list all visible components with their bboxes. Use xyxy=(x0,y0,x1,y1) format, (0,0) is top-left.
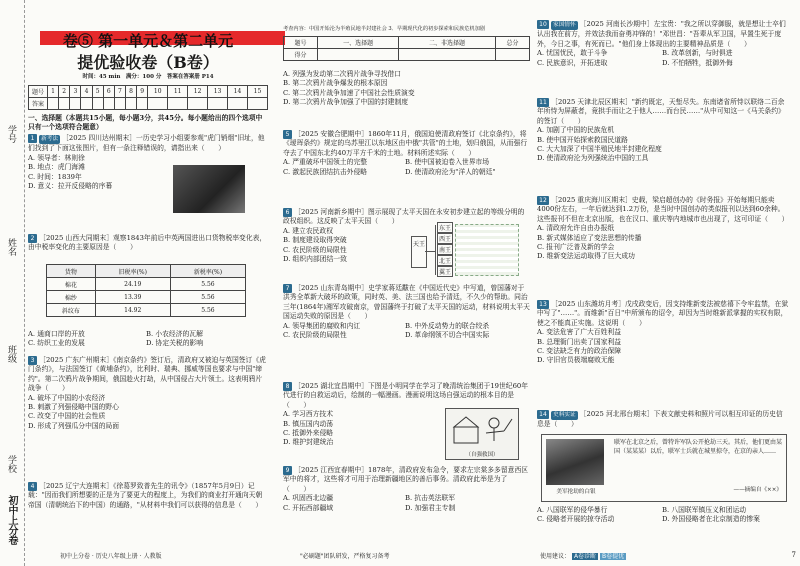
q14-option-c[interactable]: C. 侵略者开展的掠夺活动 xyxy=(537,515,615,524)
q14-photo xyxy=(546,439,604,485)
q8-cartoon-caption: （自强救国） xyxy=(465,452,499,458)
q11-option-a[interactable]: A. 加剧了中国的民族危机 xyxy=(537,126,615,135)
binding-label-xuehao: 学号 xyxy=(6,125,16,143)
q10-option-b[interactable]: B. 改革创新，与时俱进 xyxy=(662,49,733,58)
q4-number: 4 xyxy=(28,482,37,491)
q6-option-d[interactable]: D. 组织内部团结一致 xyxy=(283,255,347,264)
answer-cell[interactable] xyxy=(137,98,148,110)
question-11 xyxy=(537,98,789,164)
q10-option-c[interactable]: C. 民族意识，开拓进取 xyxy=(537,58,608,67)
score-table: 题号 一、选择题 二、非选择题 总分 得分 xyxy=(283,36,530,61)
q3-option-b[interactable]: B. 刺激了列强侵略中国的野心 xyxy=(28,403,119,412)
scope-line: 考查内容：中国开始沦为半殖民地半封建社会 3．早期现代化的初步探索和民族危机加剧 xyxy=(283,26,486,32)
q8-cartoon xyxy=(445,408,519,460)
q10-option-d[interactable]: D. 不怕牺牲，抵御外侮 xyxy=(662,58,733,67)
q11-option-c[interactable]: C. 大大加深了中国半殖民地半封建化程度 xyxy=(537,145,662,154)
q5-option-a[interactable]: A. 严重破坏中国领土的完整 xyxy=(283,158,367,167)
q9-text: ［2025 江西宜春期中］1878年，清政府发布急令，要求左宗棠多多留意西区军中的将才，这些将才可用于治理新疆地区的善后事务。清政府此举是为了（ ） xyxy=(283,466,529,493)
footer-usage xyxy=(540,551,626,560)
q13-number: 13 xyxy=(537,300,549,309)
question-10 xyxy=(537,20,789,68)
q7-option-a[interactable]: A. 领导集团的腐败和内讧 xyxy=(283,321,361,330)
q6-option-c[interactable]: C. 农民阶级的局限性 xyxy=(283,245,347,254)
answer-cell[interactable] xyxy=(48,98,59,110)
q3-option-a[interactable]: A. 破坏了中国的小农经济 xyxy=(28,393,106,402)
score-cell[interactable] xyxy=(495,49,529,61)
q8-option-d[interactable]: D. 维护封建统治 xyxy=(283,438,334,447)
q13-option-c[interactable]: C. 变法缺乏有力的政治保障 xyxy=(537,347,622,356)
q14-option-b[interactable]: B. 八国联军镇压义和团运动 xyxy=(662,506,747,514)
question-9 xyxy=(283,466,530,513)
binding-label-xingming: 姓名 xyxy=(6,238,16,256)
answer-cell[interactable] xyxy=(125,98,136,110)
middle-column xyxy=(283,0,530,566)
q14-photo-caption: 美军抢劫的白银 xyxy=(556,489,596,495)
q13-text: ［2025 山东潍坊月考］戊戌政变后，因支持维新变法被慈禧下令牢监禁，在狱中写了"……"。而维新"百日"中所颁布的诏令，却因为当时维新派掌握的实权有限，使之不能真正实施。这说明（ ） xyxy=(537,300,789,327)
answer-cell[interactable] xyxy=(247,98,267,110)
binding-label-banji: 班级 xyxy=(6,345,16,363)
q14-excerpt-source: ——摘编自《××》 xyxy=(733,487,782,493)
exam-meta: 时间：45 min 满分：100 分 答案在答案册 P14 xyxy=(82,74,214,80)
question-13 xyxy=(537,300,789,366)
answer-cell[interactable] xyxy=(59,98,70,110)
question-7 xyxy=(283,284,530,340)
q1-option-b[interactable]: B. 地点：虎门海滩 xyxy=(28,163,85,172)
q3-number: 3 xyxy=(28,356,37,365)
score-cell[interactable] xyxy=(318,49,399,61)
score-cell[interactable] xyxy=(399,49,496,61)
q8-option-a[interactable]: A. 学习西方技术 xyxy=(283,410,334,419)
q7-text: ［2025 山东青岛期中］史学家蒋廷黻在《中国近代史》中写道，曾国藩对于洪秀全革新大破坏的政策，同时英、美、法三国也给予清廷，不久少的帮助。同治三年(1864年)湘军攻破南京，曾国藩终于打破了太平天国的运动，材料说明太平天国运动失败的原因是（ ） xyxy=(283,284,530,321)
q7-option-b[interactable]: B. 中外反动势力的联合绞杀 xyxy=(405,321,490,330)
page-number: 7 xyxy=(791,551,796,559)
q2-options xyxy=(28,330,268,349)
org-chart-node: 北王 xyxy=(437,255,453,266)
q1-option-d[interactable]: D. 意义：拉开反侵略的序幕 xyxy=(28,182,113,191)
q1-option-c[interactable]: C. 时间：1839年 xyxy=(28,172,82,181)
q10-tag: 家国情怀 xyxy=(551,21,577,30)
q12-option-d[interactable]: D. 维新变法运动取得了巨大成功 xyxy=(537,252,635,261)
footer-step-2: B卷提优 xyxy=(601,553,625,560)
org-chart-root: 天王 xyxy=(411,236,427,268)
q2-number: 2 xyxy=(28,234,37,243)
binding-label-xuexiao: 学校 xyxy=(6,455,16,473)
org-chart-subordinates xyxy=(455,224,519,276)
org-chart-trunk xyxy=(435,225,436,275)
answer-cell[interactable] xyxy=(114,98,125,110)
q5-number: 5 xyxy=(283,130,292,139)
q6-org-chart xyxy=(411,222,521,278)
q3-option-d[interactable]: D. 形成了列强瓜分中国的局面 xyxy=(28,421,120,430)
q8-option-b[interactable]: B. 镇压国内动荡 xyxy=(283,419,334,428)
q6-option-b[interactable]: B. 制度建设取得突破 xyxy=(283,236,347,245)
q5-option-b[interactable]: B. 使中国被迫卷入世界市场 xyxy=(405,158,490,167)
q2-option-b[interactable]: B. 小农经济的瓦解 xyxy=(146,330,203,338)
q10-number: 10 xyxy=(537,20,549,29)
question-3 xyxy=(28,356,268,431)
question-2 xyxy=(28,234,268,253)
section1-heading: 一、选择题（本题共15小题，每小题3分，共45分。每小题给出的四个选项中只有一个选项符合题意） xyxy=(28,114,263,132)
q14-text: ［2025 河北邢台期末］下表文献史料和照片可以相互印证的历史信息是（ ） xyxy=(537,410,783,429)
answer-cell[interactable] xyxy=(103,98,114,110)
answer-table: 题号 1 2 3 4 5 6 7 8 9 10 11 12 13 14 15 答案 xyxy=(28,85,268,110)
q1-tag: 新考法 xyxy=(39,135,60,144)
q7-number: 7 xyxy=(283,284,292,293)
q1-number: 1 xyxy=(28,134,37,143)
q5-option-c[interactable]: C. 激起民族团结抗击外侵略 xyxy=(283,167,368,176)
answer-row-label: 答案 xyxy=(29,98,48,110)
org-chart-node: 南王 xyxy=(437,244,453,255)
exam-title-line2: 提优验收卷（B卷） xyxy=(77,53,219,72)
q10-text: ［2025 河南长沙期中］左宝贵："我之所以穿御服，就是想让士卒们认出我在前方，并效法我而奋勇冲锋的！"邓世昌："吾辈从军卫国，早置生死于度外，今日之事，有死而已。"他们身上体现出的主要精神品质是（ ） xyxy=(537,20,786,48)
q14-options xyxy=(537,506,789,525)
binding-strip xyxy=(0,0,25,566)
q14-material-box xyxy=(541,434,787,502)
answer-cell[interactable] xyxy=(188,98,208,110)
q6-text: ［2025 河南新乡期中］图示展现了太平天国在永安初步建立起的等级分明的政权组织。这反映了太平天国（ ） xyxy=(283,208,525,226)
q8-text: ［2025 湖北宜昌期中］下图是小明同学在学习了晚清统治集团于19世纪60年代进行的自救运动后，绘制的一幅漫画。漫画说明这场自强运动的根本目的是（ ） xyxy=(283,382,529,409)
q2-tariff-table: 货物 旧税率(%) 新税率(%) 棉花 24.19 5.56 棉纱 13.39 5.56 斜纹布 14.92 5.56 xyxy=(46,264,246,317)
q12-option-b[interactable]: B. 新式媒体适应了变法思想的传播 xyxy=(537,233,642,242)
q6-number: 6 xyxy=(283,208,292,217)
org-chart-node: 翼王 xyxy=(437,266,453,277)
footer-middle: "必刷题"团队研发，严格复习备考 xyxy=(300,553,390,560)
footer-step-1: A卷诊断 xyxy=(573,553,597,560)
q11-text: ［2025 天津北辰区期末］"新约既定，天堑尽失。东南诸省所恃以联络二百余年所恃为屏蔽者，竟拱手而让之于他人……而台民……"从中可知这一《马关条约》的签订（ ） xyxy=(537,98,785,125)
q14-option-d[interactable]: D. 外国侵略者在北京制造的惨案 xyxy=(662,515,760,524)
q1-option-a[interactable]: A. 领导者：林则徐 xyxy=(28,153,85,162)
q14-tag: 史料实证 xyxy=(551,411,577,420)
q4-text: ［2025 辽宁大连期末］《徐葛罗致普先生的讯令》（1857年5月9日）记载："因而我们所想要的正是为了要更大的程度上，为我们的商业打开通向天朝帝国（清朝统治下的中国）的通路，"从材料中我们可以获得的信息是（ ） xyxy=(28,482,263,509)
footer-usage-label: 使用建议： xyxy=(540,553,571,560)
q4-option-d[interactable]: D. 第二次鸦片战争加强了中国的封建制度 xyxy=(283,98,409,107)
footer-left: 初中上分卷 · 历史八年级上册 · 人教版 xyxy=(60,553,162,560)
q9-option-a[interactable]: A. 巩固西北边疆 xyxy=(283,494,334,503)
q1-text: ［2025 四川达州期末］一历史学习小组要参观"虎门销烟"旧址，他们找到了下面这张图片，但有一条注释错误的，请指出来（ ） xyxy=(28,134,265,153)
q7-option-d[interactable]: D. 革命纲领不切合中国实际 xyxy=(405,331,490,340)
answer-cell[interactable] xyxy=(228,98,248,110)
q11-option-d[interactable]: D. 使清政府沦为列强统治中国的工具 xyxy=(537,154,649,163)
q5-option-d[interactable]: D. 使清政府沦为"洋人的朝廷" xyxy=(405,167,496,176)
q3-text: ［2025 广东广州期末］《南京条约》签订后，清政府又被迫与英国签订《虎门条约》，与法国签订《黄埔条约》，比利时、瑞典、挪威等国也要求与中国"缔约"。第二次鸦片战争期间，俄国趁火打劫，从中国侵占大片领土。这表明鸦片战争（ ） xyxy=(28,356,266,393)
q2-option-a[interactable]: A. 通商口岸的开放 xyxy=(28,330,85,338)
q3-option-c[interactable]: C. 改变了中国的社会性质 xyxy=(28,412,106,421)
q9-option-b[interactable]: B. 抗击英法联军 xyxy=(405,494,456,503)
question-14 xyxy=(537,410,789,430)
q12-number: 12 xyxy=(537,196,549,205)
exam-title-line1: 卷⑤ 第一单元＆第二单元 xyxy=(62,32,234,50)
q2-option-c[interactable]: C. 纺织工业的发展 xyxy=(28,339,85,348)
q4-option-b[interactable]: B. 第二次鸦片战争爆发的根本原因 xyxy=(283,79,388,88)
answer-cell[interactable] xyxy=(148,98,168,110)
cartoon-drawing-icon xyxy=(446,409,518,449)
left-column xyxy=(28,0,268,566)
answer-cell[interactable] xyxy=(168,98,188,110)
q9-option-d[interactable]: D. 加强君主专制 xyxy=(405,503,456,512)
answer-cell[interactable] xyxy=(92,98,103,110)
binding-label-series: 初中上分卷 xyxy=(6,495,17,545)
answer-cell[interactable] xyxy=(208,98,228,110)
q14-excerpt: 联军在北京之后，曾特许军队公开抢劫三天。其后，他们更由某国（某某某）以后，联军士兵就在城里掠夺，在京的亲人…… xyxy=(614,439,783,455)
q13-option-d[interactable]: D. 守旧官员极端腐败无能 xyxy=(537,356,615,365)
q9-option-c[interactable]: C. 开拓西部疆域 xyxy=(283,503,334,512)
answer-cell[interactable] xyxy=(70,98,81,110)
q13-option-b[interactable]: B. 总理衙门出卖了国家利益 xyxy=(537,337,622,346)
q9-number: 9 xyxy=(283,466,292,475)
question-4 xyxy=(28,482,268,510)
q2-text: ［2025 山西大同期末］观察1843年前后中英两国进出口货物税率变化表，由中税率变化的主要原因是（ ） xyxy=(28,234,267,252)
question-5 xyxy=(283,130,530,177)
answer-cell[interactable] xyxy=(81,98,92,110)
q11-option-b[interactable]: B. 使中国开始探索救国民道路 xyxy=(537,135,628,144)
org-chart-node: 西王 xyxy=(437,233,453,244)
q14-option-a[interactable]: A. 八国联军的侵华暴行 xyxy=(537,506,608,514)
q12-option-a[interactable]: A. 清政府允许自由办报纸 xyxy=(537,224,615,233)
q5-text: ［2025 安徽合肥期中］1860年11月，俄国迫使清政府签订《北京条约》，将《瑷珲条约》规定的乌苏里江以东地区由中俄"共管"的土地，划归俄国，从而强行夺去了中国东北约40万平方千米的土地。材料所述实际（ ） xyxy=(283,130,528,157)
org-chart-link xyxy=(425,251,435,252)
q6-option-a[interactable]: A. 建立农民政权 xyxy=(283,226,334,235)
q8-number: 8 xyxy=(283,382,292,391)
q12-text: ［2025 重庆海川区期末］史载，梁启超创办的《时务报》开始每期只能卖4000份左右，一年后就达到1.2万份，是当时中国创办的类似报刊以达到60余种。这些报刊不但在北京出版，也在汉口、重庆等内地城市也出现了，这可印证（ ） xyxy=(537,196,789,223)
q4-option-c[interactable]: C. 第二次鸦片战争加速了中国社会性质演变 xyxy=(283,88,415,97)
q1-photo xyxy=(173,165,245,213)
q12-option-c[interactable]: C. 报刊广泛普及新的学会 xyxy=(537,243,615,252)
q7-option-c[interactable]: C. 农民阶级的局限性 xyxy=(283,331,347,340)
q4-option-a[interactable]: A. 列强为发动第二次鸦片战争寻找借口 xyxy=(283,70,401,78)
org-chart-node: 东王 xyxy=(437,222,453,233)
answer-table-head: 题号 xyxy=(29,86,48,98)
q10-option-a[interactable]: A. 忧国忧民，敢于斗争 xyxy=(537,49,608,58)
q2-option-d[interactable]: D. 协定关税的影响 xyxy=(146,339,204,348)
q14-number: 14 xyxy=(537,410,549,419)
q11-number: 11 xyxy=(537,98,549,107)
question-12 xyxy=(537,196,789,262)
q13-option-a[interactable]: A. 变法危害了广大百姓利益 xyxy=(537,328,621,337)
q8-option-c[interactable]: C. 抵御外来侵略 xyxy=(283,429,334,438)
right-column xyxy=(537,0,789,566)
q4-options xyxy=(283,70,530,108)
